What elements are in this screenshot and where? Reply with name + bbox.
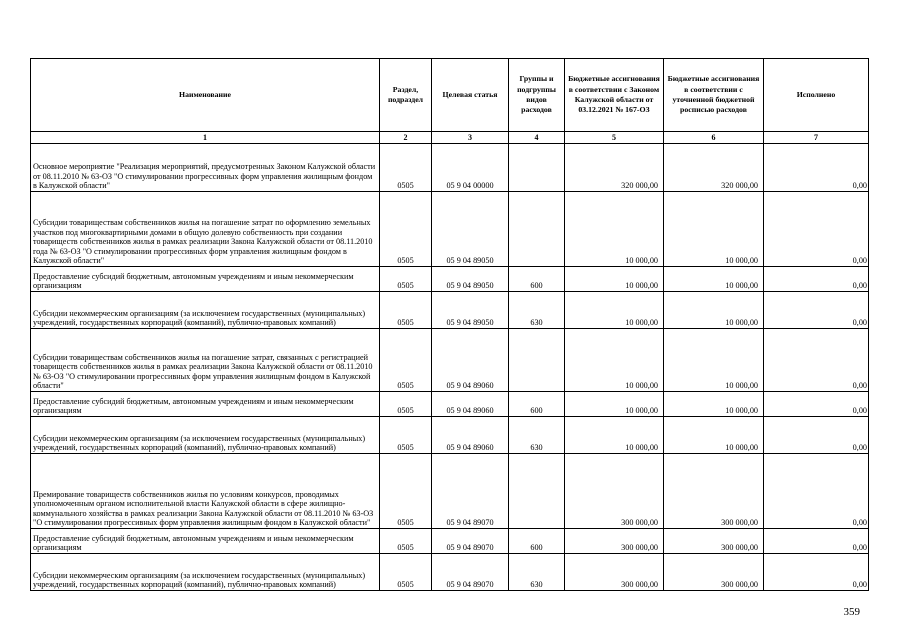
row-bud-zakon: 10 000,00	[565, 292, 664, 329]
row-gruppa: 600	[509, 267, 565, 292]
row-ispolneno: 0,00	[764, 144, 869, 192]
header-row	[31, 59, 869, 132]
row-ispolneno: 0,00	[764, 292, 869, 329]
table-row	[31, 292, 869, 329]
row-ispolneno: 0,00	[764, 267, 869, 292]
row-statya: 05 9 04 89060	[432, 392, 509, 417]
column-number: 2	[380, 132, 432, 144]
row-ispolneno: 0,00	[764, 329, 869, 392]
table-row	[31, 267, 869, 292]
row-gruppa: 600	[509, 392, 565, 417]
row-bud-zakon: 10 000,00	[565, 329, 664, 392]
table-row	[31, 554, 869, 591]
column-number: 4	[509, 132, 565, 144]
header-gruppa: Группы и подгруппы видов расходов	[509, 59, 565, 132]
row-razdel: 0505	[380, 529, 432, 554]
table-row	[31, 392, 869, 417]
row-bud-rospis: 10 000,00	[664, 267, 764, 292]
row-bud-zakon: 300 000,00	[565, 454, 664, 529]
row-statya: 05 9 04 89060	[432, 329, 509, 392]
row-statya: 05 9 04 89070	[432, 454, 509, 529]
row-ispolneno: 0,00	[764, 417, 869, 454]
row-gruppa: 600	[509, 529, 565, 554]
row-gruppa	[509, 454, 565, 529]
column-number: 7	[764, 132, 869, 144]
header-statya: Целевая статья	[432, 59, 509, 132]
row-bud-rospis: 300 000,00	[664, 529, 764, 554]
row-bud-rospis: 10 000,00	[664, 329, 764, 392]
row-gruppa: 630	[509, 554, 565, 591]
row-statya: 05 9 04 00000	[432, 144, 509, 192]
row-gruppa: 630	[509, 417, 565, 454]
table-row	[31, 144, 869, 192]
table-row	[31, 417, 869, 454]
row-bud-rospis: 300 000,00	[664, 454, 764, 529]
row-name: Субсидии товариществам собственников жилья на погашение затрат, связанных с регистрацией товариществ собственников жилья в рамках реализации Закона Калужской области от 08.11.2010 № 63-ОЗ "О стимулировании прогрессивных форм управления жилищным фондом в Калужской области"	[31, 329, 380, 392]
row-bud-rospis: 10 000,00	[664, 292, 764, 329]
row-razdel: 0505	[380, 267, 432, 292]
row-bud-zakon: 320 000,00	[565, 144, 664, 192]
row-name: Предоставление субсидий бюджетным, автономным учреждениям и иным некоммерческим организациям	[31, 529, 380, 554]
budget-table-sheet	[30, 58, 869, 591]
row-statya: 05 9 04 89070	[432, 529, 509, 554]
row-statya: 05 9 04 89070	[432, 554, 509, 591]
table-row	[31, 329, 869, 392]
row-name: Субсидии некоммерческим организациям (за исключением государственных (муниципальных) учреждений, государственных корпораций (компаний), публично-правовых компаний)	[31, 292, 380, 329]
row-razdel: 0505	[380, 392, 432, 417]
row-ispolneno: 0,00	[764, 529, 869, 554]
row-statya: 05 9 04 89050	[432, 267, 509, 292]
row-bud-rospis: 10 000,00	[664, 417, 764, 454]
row-statya: 05 9 04 89060	[432, 417, 509, 454]
table-row	[31, 192, 869, 267]
row-name: Основное мероприятие "Реализация мероприятий, предусмотренных Законом Калужской области от 08.11.2010 № 63-ОЗ "О стимулировании прогрессивных форм управления жилищным фондом в Калужской области"	[31, 144, 380, 192]
row-name: Предоставление субсидий бюджетным, автономным учреждениям и иным некоммерческим организациям	[31, 267, 380, 292]
row-statya: 05 9 04 89050	[432, 192, 509, 267]
table-row	[31, 454, 869, 529]
row-razdel: 0505	[380, 292, 432, 329]
row-razdel: 0505	[380, 554, 432, 591]
table-row	[31, 529, 869, 554]
row-bud-rospis: 320 000,00	[664, 144, 764, 192]
header-razdel: Раздел, подраздел	[380, 59, 432, 132]
row-bud-zakon: 10 000,00	[565, 417, 664, 454]
row-razdel: 0505	[380, 417, 432, 454]
row-bud-rospis: 10 000,00	[664, 192, 764, 267]
row-bud-zakon: 10 000,00	[565, 267, 664, 292]
row-gruppa: 630	[509, 292, 565, 329]
column-number: 5	[565, 132, 664, 144]
column-number: 3	[432, 132, 509, 144]
row-name: Субсидии некоммерческим организациям (за исключением государственных (муниципальных) учреждений, государственных корпораций (компаний), публично-правовых компаний)	[31, 417, 380, 454]
row-bud-zakon: 300 000,00	[565, 529, 664, 554]
row-razdel: 0505	[380, 192, 432, 267]
row-ispolneno: 0,00	[764, 192, 869, 267]
row-gruppa	[509, 144, 565, 192]
row-bud-rospis: 300 000,00	[664, 554, 764, 591]
header-bud-zakon: Бюджетные ассигнования в соответствии с Законом Калужской области от 03.12.2021 № 167-ОЗ	[565, 59, 664, 132]
row-ispolneno: 0,00	[764, 454, 869, 529]
row-bud-rospis: 10 000,00	[664, 392, 764, 417]
row-razdel: 0505	[380, 329, 432, 392]
row-name: Субсидии товариществам собственников жилья на погашение затрат по оформлению земельных участков под многоквартирными домами в общую долевую собственность при создании товариществ собственников жилья в рамках реализации Закона Калужской области от 08.11.2010 года № 63-ОЗ "О стимулировании прогрессивных форм управления жилищным фондом в Калужской области"	[31, 192, 380, 267]
row-bud-zakon: 10 000,00	[565, 192, 664, 267]
row-ispolneno: 0,00	[764, 554, 869, 591]
row-ispolneno: 0,00	[764, 392, 869, 417]
column-number: 6	[664, 132, 764, 144]
row-name: Субсидии некоммерческим организациям (за исключением государственных (муниципальных) учреждений, государственных корпораций (компаний), публично-правовых компаний)	[31, 554, 380, 591]
header-name: Наименование	[31, 59, 380, 132]
row-bud-zakon: 300 000,00	[565, 554, 664, 591]
row-name: Премирование товариществ собственников жилья по условиям конкурсов, проводимых уполномоченным органом исполнительной власти Калужской области в сфере жилищно-коммунального хозяйства в рамках реализации Закона Калужской области от 08.11.2010 № 63-ОЗ "О стимулировании прогрессивных форм управления жилищным фондом в Калужской области"	[31, 454, 380, 529]
header-ispolneno: Исполнено	[764, 59, 869, 132]
row-statya: 05 9 04 89050	[432, 292, 509, 329]
page-number: 359	[843, 606, 860, 618]
row-name: Предоставление субсидий бюджетным, автономным учреждениям и иным некоммерческим организациям	[31, 392, 380, 417]
row-gruppa	[509, 329, 565, 392]
row-razdel: 0505	[380, 454, 432, 529]
budget-table	[30, 58, 869, 591]
header-bud-rospis: Бюджетные ассигнования в соответствии с уточненной бюджетной росписью расходов	[664, 59, 764, 132]
row-bud-zakon: 10 000,00	[565, 392, 664, 417]
row-gruppa	[509, 192, 565, 267]
column-number: 1	[31, 132, 380, 144]
column-number-row	[31, 132, 869, 144]
row-razdel: 0505	[380, 144, 432, 192]
